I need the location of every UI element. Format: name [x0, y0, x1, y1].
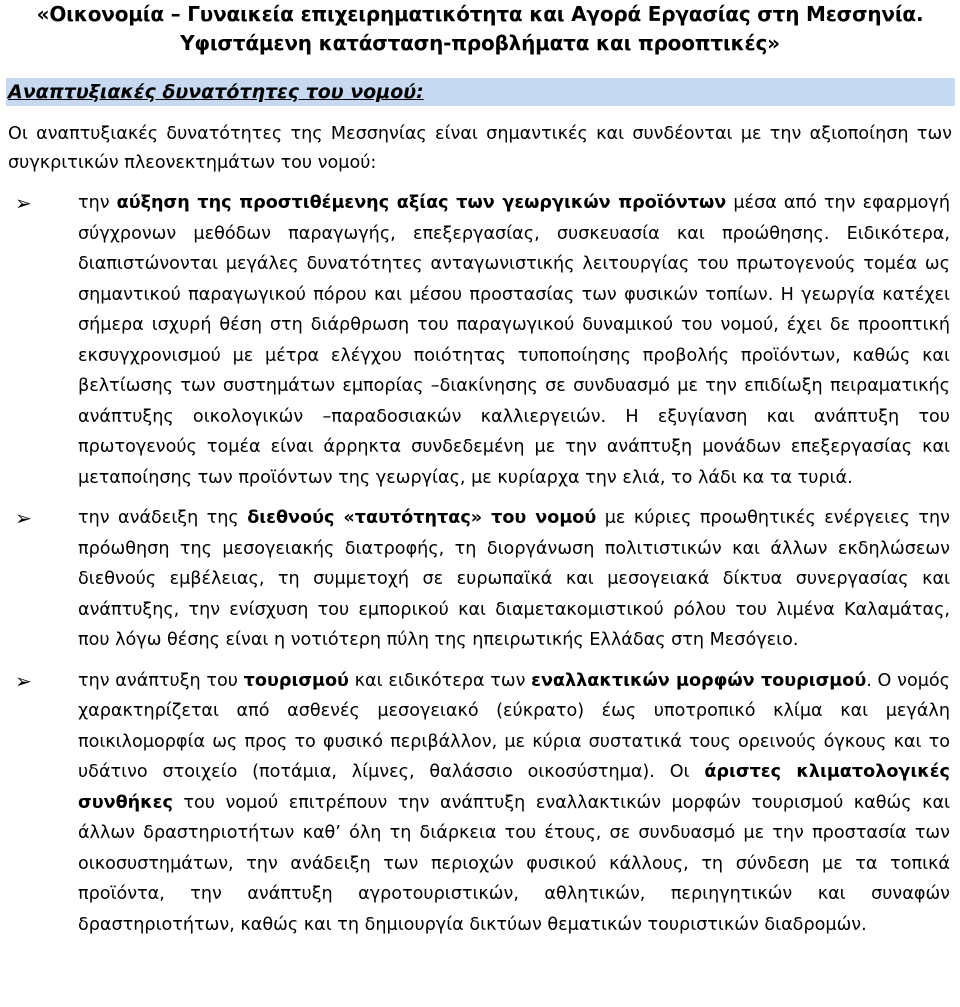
section-heading: Αναπτυξιακές δυνατότητες του νομού:: [6, 78, 955, 106]
bullet-text: του νομού επιτρέπουν την ανάπτυξη εναλλακτικών μορφών τουρισμού καθώς και άλλων δραστηριοτήτων καθ’ όλη τη διάρκεια του έτους, σε συνδυασμό με την προστασία των οικοσυστημάτων, την ανάδειξη των περιοχών φυσικού κάλλους, τη σύνδεση με τα τοπικά προϊόντα, την ανάπτυξη αγροτουριστικών, αθλητικών, περιηγητικών και συναφών δραστηριοτήτων, καθώς και τη δημιουργία δικτύων θεματικών τουριστικών διαδρομών.: [78, 792, 950, 935]
bullet-emphasis: διεθνούς «ταυτότητας» του νομού: [247, 508, 597, 528]
bullet-text: και ειδικότερα των: [348, 670, 532, 691]
title-line-2: Υφιστάμενη κατάσταση-προβλήματα και προοπτικές»: [180, 31, 780, 55]
arrow-bullet-icon: ➢: [15, 191, 32, 215]
intro-paragraph: Οι αναπτυξιακές δυνατότητες της Μεσσηνίας είναι σημαντικές και συνδέονται με την αξιοποίηση των συγκριτικών πλεονεκτημάτων του νομού:: [8, 124, 952, 173]
bullet-text: την: [78, 193, 117, 213]
bullet-emphasis: εναλλακτικών μορφών τουρισμού: [531, 670, 867, 691]
arrow-bullet-icon: ➢: [15, 668, 32, 693]
bullet-list: [0, 188, 960, 940]
bullet-text: . Ο νομός χαρακτηρίζεται από ασθενές μεσογειακό (εύκρατο) έως υποτροπικό κλίμα και μεγάλη ποικιλομορφία ως προς το φυσικό περιβάλλον, με κύρια συστατικά τους ορεινούς όγκους και το υδάτινο στοιχείο (ποτάμια, λίμνες, θαλάσσιο οικοσύστημα). Οι: [78, 670, 950, 782]
bullet-emphasis: αύξηση της προστιθέμενης αξίας των γεωργικών προϊόντων: [116, 193, 727, 213]
bullet-text: την ανάδειξη της: [78, 508, 248, 528]
document-title: [0, 0, 960, 58]
bullet-item-agriculture: [15, 188, 951, 493]
title-line-1: «Οικονομία – Γυναικεία επιχειρηματικότητα και Αγορά Εργασίας στη Μεσσηνία.: [36, 2, 924, 26]
bullet-item-identity: [15, 503, 950, 656]
bullet-emphasis: τουρισμού: [243, 670, 349, 691]
bullet-text: την ανάπτυξη του: [78, 670, 244, 691]
bullet-text: με κύριες προωθητικές ενέργειες την πρόωθηση της μεσογειακής διατροφής, τη διοργάνωση πολιτιστικών και άλλων εκδηλώσεων διεθνούς εμβέλειας, τη συμμετοχή σε ευρωπαϊκά και μεσογειακά δίκτυα συνεργασίας και ανάπτυξης, την ενίσχυση του εμπορικού και διαμετακομιστικού ρόλου του λιμένα Καλαμάτας, που λόγω θέσης είναι η νοτιότερη πύλη της ηπειρωτικής Ελλάδας στη Μεσόγειο.: [78, 508, 950, 650]
bullet-text: μέσα από την εφαρμογή σύγχρονων μεθόδων παραγωγής, επεξεργασίας, συσκευασία και προώθησης. Ειδικότερα, διαπιστώνονται μεγάλες δυνατότητες ανταγωνιστικής λειτουργίας του πρωτογενούς τομέα ως σημαντικού παραγωγικού πόρου και μέσου προστασίας των φυσικών τοπίων. Η γεωργία κατέχει σήμερα ισχυρή θέση στη διάρθρωση του παραγωγικού δυναμικού του νομού, έχει δε προοπτική εκσυγχρονισμού με μέτρα ελέγχου ποιότητας τυποποίησης προβολής προϊόντων, καθώς και βελτίωσης των συστημάτων εμπορίας –διακίνησης σε συνδυασμό με την επιδίωξη πειραματικής ανάπτυξης οικολογικών –παραδοσιακών καλλιεργειών. Η εξυγίανση και ανάπτυξη του πρωτογενούς τομέα είναι άρρηκτα συνδεδεμένη με την ανάπτυξη μονάδων επεξεργασίας και μεταποίησης των προϊόντων της γεωργίας, με κυρίαρχα την ελιά, το λάδι κα τα τυριά.: [78, 193, 951, 488]
arrow-bullet-icon: ➢: [15, 506, 32, 530]
bullet-emphasis: άριστες κλιματολογικές συνθήκες: [78, 762, 950, 813]
bullet-item-tourism: [15, 666, 950, 941]
